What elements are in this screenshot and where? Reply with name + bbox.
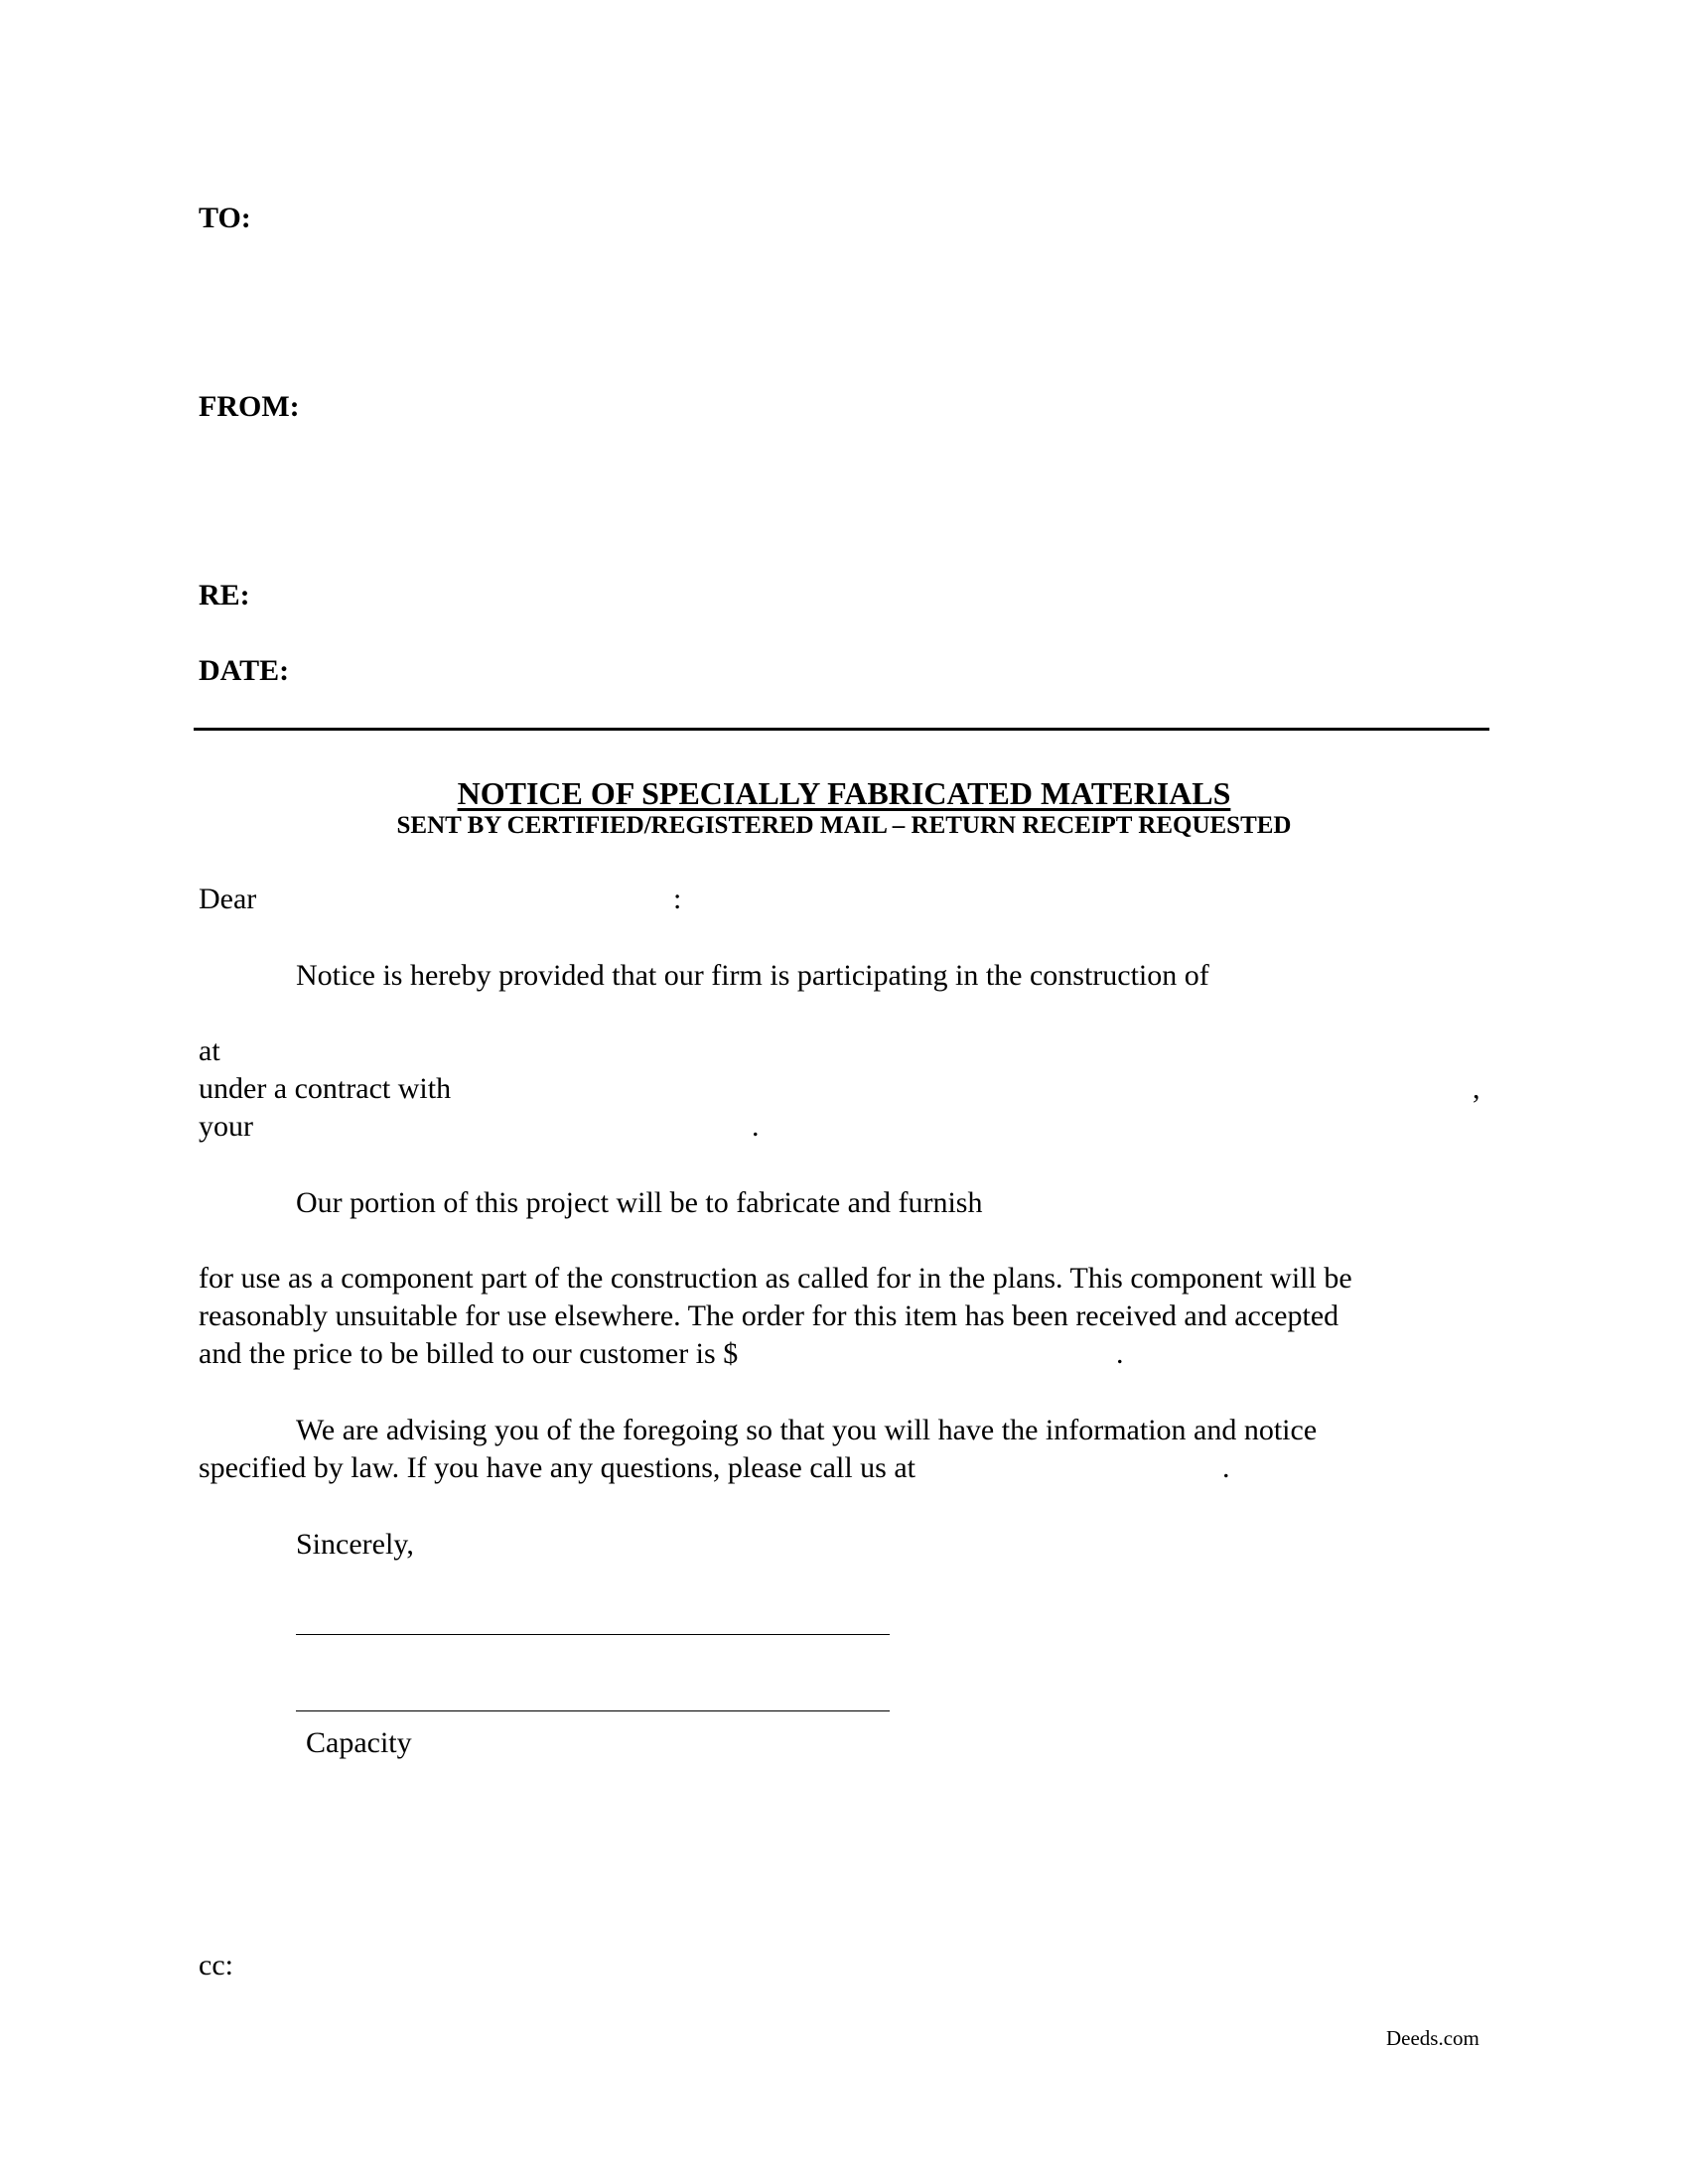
paragraph-2-period: . [1116,1337,1124,1370]
date-label: DATE: [199,654,290,687]
paragraph-2-line-2: for use as a component part of the construction as called for in the plans. This component will be [199,1262,1352,1295]
re-label: RE: [199,579,250,612]
notice-subtitle: SENT BY CERTIFIED/REGISTERED MAIL – RETURN RECEIPT REQUESTED [396,812,1292,839]
paragraph-1-your: your [199,1110,253,1143]
paragraph-2-line-1: Our portion of this project will be to fabricate and furnish [296,1186,983,1219]
to-label: TO: [199,202,251,234]
salutation: Dear [199,883,257,915]
paragraph-1-comma: , [1473,1072,1480,1105]
cc-label: cc: [199,1949,233,1981]
paragraph-2-line-3: reasonably unsuitable for use elsewhere. The order for this item has been received and accepted [199,1299,1339,1332]
paragraph-1-contract: under a contract with [199,1072,452,1105]
paragraph-3-line-1: We are advising you of the foregoing so that you will have the information and notice [296,1414,1318,1446]
paragraph-2-line-4: and the price to be billed to our customer is $ [199,1337,739,1370]
closing: Sincerely, [296,1528,414,1561]
capacity-label: Capacity [306,1726,412,1759]
name-line [296,1710,890,1711]
notice-title: NOTICE OF SPECIALLY FABRICATED MATERIALS [457,775,1231,811]
signature-line [296,1634,890,1635]
paragraph-3-period: . [1222,1451,1230,1484]
salutation-colon: : [673,883,682,915]
paragraph-3-line-2: specified by law. If you have any questions, please call us at [199,1451,915,1484]
from-label: FROM: [199,390,300,423]
footer-brand: Deeds.com [1386,2026,1479,2050]
paragraph-1-at: at [199,1034,220,1067]
paragraph-1-period: . [752,1110,760,1143]
paragraph-1-line-1: Notice is hereby provided that our firm is participating in the construction of [296,959,1209,992]
header-divider [194,728,1489,731]
